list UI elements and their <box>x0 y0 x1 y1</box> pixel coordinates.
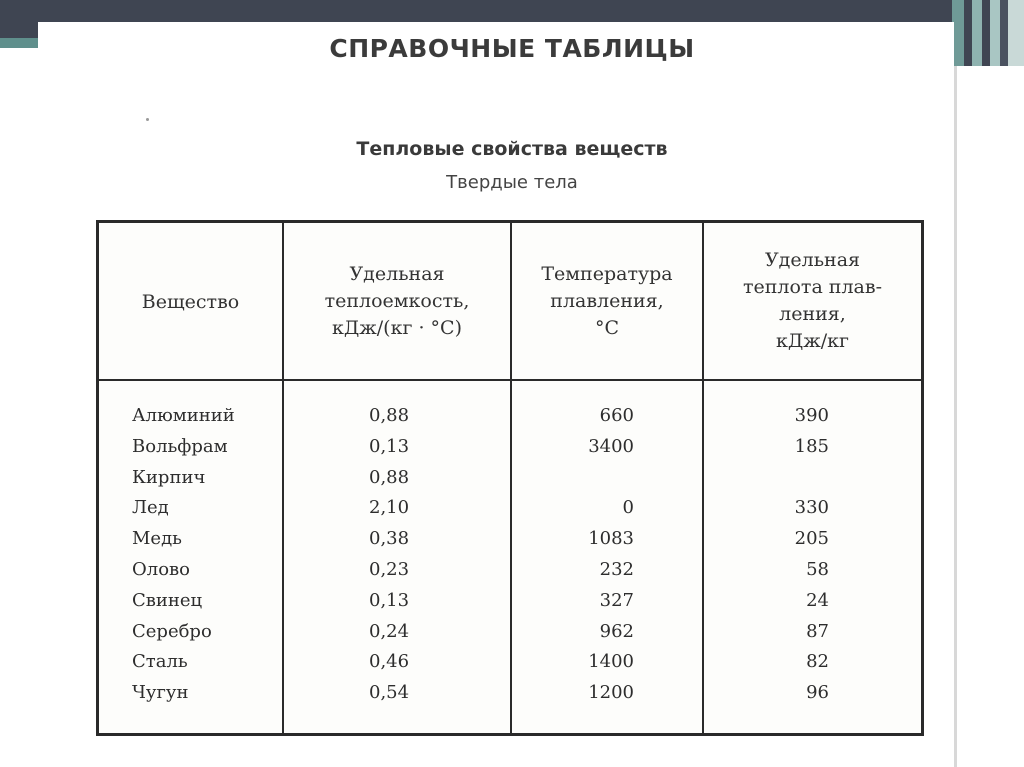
cell-melting-temp: 1400 <box>588 651 634 672</box>
cell-heat-capacity: 0,46 <box>369 651 410 672</box>
cell-melting-temp: 327 <box>599 590 634 611</box>
properties-table <box>96 220 924 736</box>
cell-heat-capacity: 0,88 <box>369 467 410 488</box>
cell-substance: Чугун <box>132 682 189 703</box>
cell-melting-temp: 1083 <box>588 528 634 549</box>
cell-fusion-heat <box>729 463 829 493</box>
cell-melting-temp: 0 <box>622 497 634 518</box>
cell-fusion-heat: 96 <box>806 682 829 703</box>
table-title: Тепловые свойства веществ <box>356 138 668 160</box>
header-divider <box>99 379 921 381</box>
cell-heat-capacity: 0,38 <box>369 528 410 549</box>
cell-heat-capacity: 0,54 <box>369 682 410 703</box>
table-section: Твердые тела <box>446 172 578 193</box>
cell-melting-temp: 962 <box>599 621 634 642</box>
cell-melting-temp: 660 <box>599 405 634 426</box>
cell-substance: Алюминий <box>132 405 235 426</box>
cell-heat-capacity: 2,10 <box>369 497 410 518</box>
cell-fusion-heat: 205 <box>794 528 829 549</box>
cell-melting-temp <box>529 463 634 493</box>
slide-top-bar <box>0 0 1024 22</box>
cell-melting-temp: 1200 <box>588 682 634 703</box>
header-melting-temp: Температура плавления, °C <box>541 263 673 339</box>
cell-fusion-heat: 58 <box>806 559 829 580</box>
cell-fusion-heat: 82 <box>806 651 829 672</box>
cell-melting-temp: 232 <box>599 559 634 580</box>
cell-substance: Олово <box>132 559 190 580</box>
header-heat-capacity: Удельная теплоемкость, кДж/(кг · °C) <box>324 263 470 339</box>
cell-substance: Лед <box>132 497 169 518</box>
cell-heat-capacity: 0,13 <box>369 590 410 611</box>
page-title: СПРАВОЧНЫЕ ТАБЛИЦЫ <box>329 34 695 63</box>
cell-heat-capacity: 0,88 <box>369 405 410 426</box>
header-fusion-heat: Удельная теплота плав- ления, кДж/кг <box>743 249 882 352</box>
cell-fusion-heat: 87 <box>806 621 829 642</box>
cell-substance: Кирпич <box>132 467 206 488</box>
cell-substance: Сталь <box>132 651 188 672</box>
cell-melting-temp: 3400 <box>588 436 634 457</box>
speck <box>146 118 149 121</box>
cell-substance: Вольфрам <box>132 436 228 457</box>
cell-heat-capacity: 0,23 <box>369 559 410 580</box>
header-substance: Вещество <box>141 291 240 313</box>
cell-substance: Серебро <box>132 621 212 642</box>
cell-fusion-heat: 185 <box>794 436 829 457</box>
cell-substance: Медь <box>132 528 182 549</box>
cell-heat-capacity: 0,24 <box>369 621 410 642</box>
cell-fusion-heat: 24 <box>806 590 829 611</box>
cell-heat-capacity: 0,13 <box>369 436 410 457</box>
cell-substance: Свинец <box>132 590 203 611</box>
cell-fusion-heat: 330 <box>794 497 829 518</box>
cell-fusion-heat: 390 <box>794 405 829 426</box>
